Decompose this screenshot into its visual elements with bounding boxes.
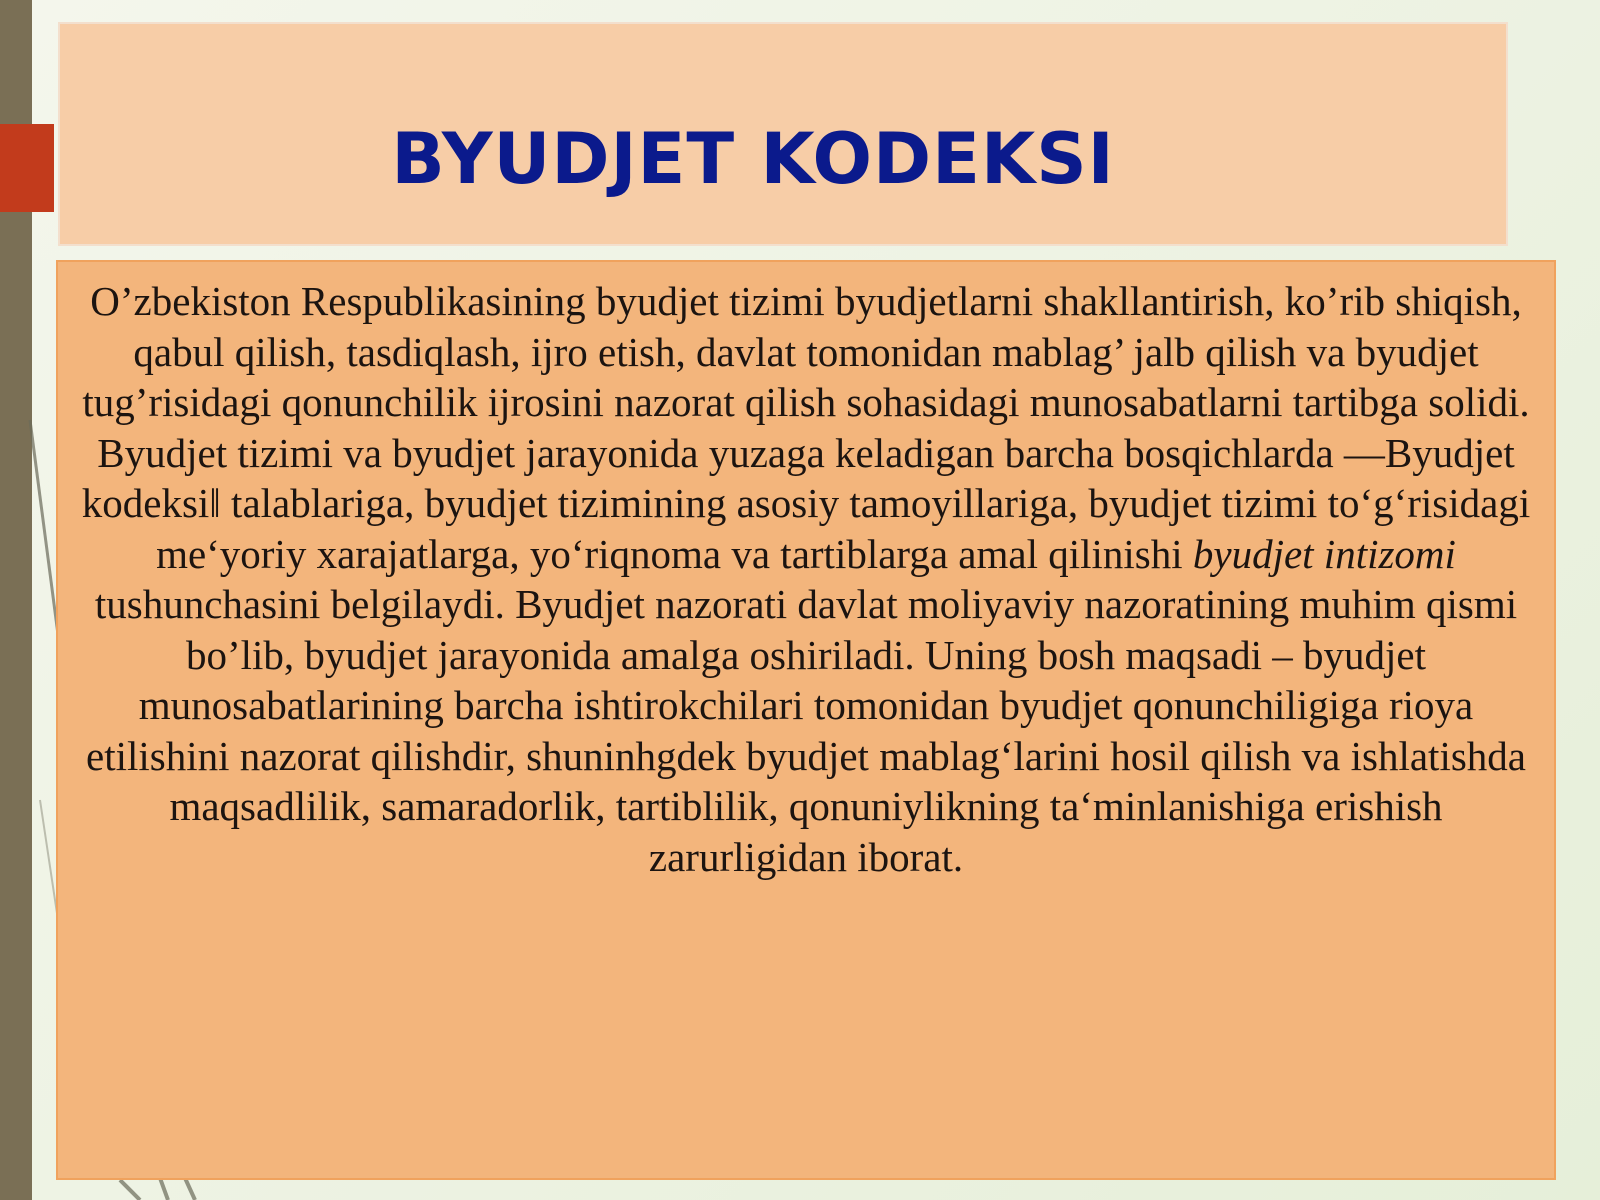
content-box [56, 260, 1556, 1180]
paragraph-1: O’zbekiston Respublikasining byudjet tizimi byudjetlarni shakllantirish, ko’rib shiqish, qabul qilish, tasdiqlash, ijro etish, davlat tomonidan mablag’ jalb qilish va byudjet tug’risidagi qonunchilik ijrosini nazorat qilish sohasidagi munosabatlarni tartibga solidi. [82, 278, 1530, 425]
paragraph-2-italic: byudjet intizomi [1192, 530, 1456, 577]
paragraph-2-part-2: tushunchasini belgilaydi. Byudjet nazorati davlat moliyaviy nazoratining muhim qismi bo’lib, byudjet jarayonida amalga oshiriladi. Uning bosh maqsadi – byudjet munosabatlarining barcha ishtirokchilari tomonidan byudjet qonunchiligiga rioya etilishini nazorat qilishdir, shuninhgdek byudjet mablag‘larini hosil qilish va ishlatishda maqsadlilik, samaradorlik, tartiblilik, qonuniylikning ta‘minlanishiga erishish zarurligidan iborat. [86, 581, 1526, 880]
paragraph-2-part-1: Byudjet tizimi va byudjet jarayonida yuzaga keladigan barcha bosqichlarda ―Byudjet kodeksi‖ talablariga, byudjet tizimining asosiy tamoyillariga, byudjet tizimi to‘g‘risidagi me‘yoriy xarajatlarga, yo‘riqnoma va tartiblarga amal qilinishi [81, 429, 1531, 577]
slide-title: BYUDJET KODEKSI [391, 118, 1115, 200]
content-text [72, 276, 1540, 882]
paragraph-2 [72, 428, 1540, 883]
title-box [58, 22, 1508, 246]
